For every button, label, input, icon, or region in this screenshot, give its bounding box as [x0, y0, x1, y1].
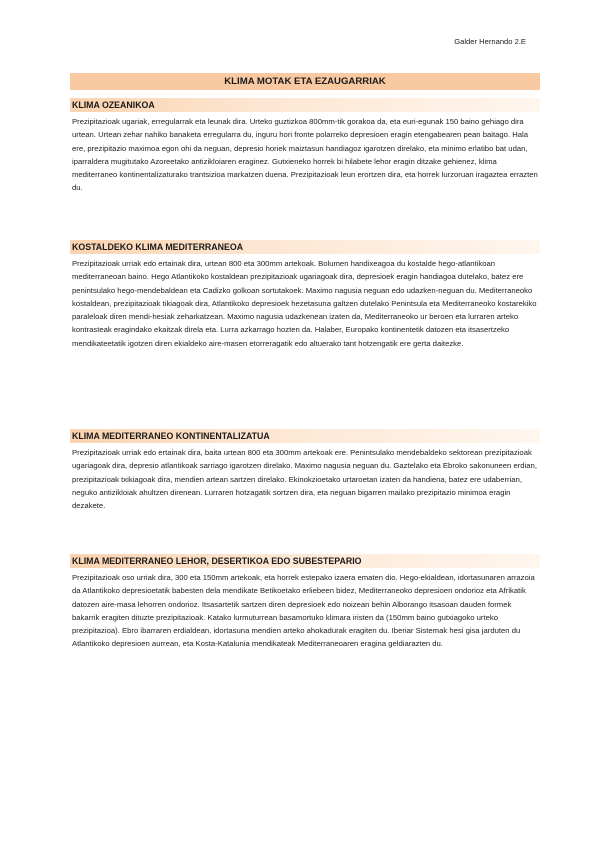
section-heading: KOSTALDEKO KLIMA MEDITERRANEOA: [70, 240, 540, 254]
section-klima-mediterraneo-lehor: [70, 554, 540, 651]
document-title: KLIMA MOTAK ETA EZAUGARRIAK: [70, 73, 540, 90]
section-klima-ozeanikoa: [70, 98, 540, 195]
section-paragraph: Prezipitazioak urriak edo ertainak dira, baita urtean 800 eta 300mm artekoak ere. Penintsulako mendebaldeko sektorean prezipitazioak ugariagoak dira, depresio atlantikoak sarriago igarotzen direlako. Maximo nagusia neguan du. Gaztelako eta Ebroko sakonuneen erdian, prezipitazioak txikiagoak dira, mendien artean sartzen direlako. Ekinokzioetako urtaroetan izaten da handiena, batez ere udaberrian, neguko antizikloiak ahultzen direnean. Lurraren hotzagatik sortzen dira, eta neguan bigarren mailako prezipitazio minimoa eragin dezakete.: [72, 448, 537, 511]
section-paragraph: Prezipitazioak oso urriak dira, 300 eta 150mm artekoak, eta horrek estepako izaera ematen dio. Hego-ekialdean, idortasunaren arrazoia da Atlantikoko depresioetatik babesten dela mendikate Betikoetako erliebeen bidez, Mediterraneoko depresioen ondorioz eta Afrikatik datozen aire-masa lehorren ondorioz. Itsasartetik sartzen diren depresioek edo noizean behin Alborango itsasoan dauden formek bakarrik eragiten dituzte prezipitazioak. Katako lurmuturrean basamortuko klimara iristen da (150mm baino gutxiagoko urteko prezipitazioa). Ebro ibarraren erdialdean, idortasuna mendien arteko ahokadurak eragiten du. Iberiar Sistemak hesi gisa jarduten du Atlantikoko depresioen aurrean, eta Kosta-Katalunia mendikateak Mediterraneoaren eragina geldiarazten du.: [72, 573, 535, 649]
author-header: Galder Hernando 2.E: [454, 37, 526, 46]
section-heading: KLIMA OZEANIKOA: [70, 98, 540, 112]
section-paragraph: Prezipitazioak urriak edo ertainak dira, urtean 800 eta 300mm artekoak. Bolumen handixeagoa du kostalde hego-atlantikoan mediterraneoan baino. Hego Atlantikoko kostaldean prezipitazioak ugariagoak dira, depresioek eragin handiagoa dutelako, batez ere penintsulako hego-mendebaldean eta Cadizko golkoan sortutakoek. Maximo nagusia neguan edo udazken-neguan du. Mediterraneoko kostaldean, prezipitazioak tikiagoak dira, Atlantikoko depresioek hezetasuna galtzen dutelako Penintsula eta Mediterraneoko kostarekiko paraleloak diren mendi-hesiak zeharkatzean. Maximo nagusia udazkenean izaten da, Mediterraneoko ur beroen eta lurraren arteko kontrasteak eragindako ekaitzak direla eta. Lurra azkarrago hozten da. Halaber, Europako kontinentetik datozen eta itsasertzeko mendikateetatik igotzen diren ekialdeko aire-masen etorreragatik edo altuerako tant hotzengatik ere gerta daitezke.: [72, 259, 537, 348]
section-heading: KLIMA MEDITERRANEO LEHOR, DESERTIKOA EDO SUBESTEPARIO: [70, 554, 540, 568]
section-heading: KLIMA MEDITERRANEO KONTINENTALIZATUA: [70, 429, 540, 443]
section-kostaldeko-klima-mediterraneoa: [70, 240, 540, 350]
section-klima-mediterraneo-kontinentalizatua: [70, 429, 540, 512]
section-paragraph: Prezipitazioak ugariak, erregularrak eta leunak dira. Urteko guztizkoa 800mm-tik gorakoa da, eta euri-egunak 150 baino gehiago dira urtean. Urtean zehar nahiko banaketa erregularra du, inguru hori fronte polarreko depresioen eragin etengabearen pean baitago. Hala ere, prezipitazio maximoa egon ohi da neguan, depresio horiek maiztasun handiagoz igarotzen direlako, eta minimo erlatibo bat udan, iparraldera mugitutako Azoreetako antizikloiaren eraginez. Gutxieneko horrek bi hilabete lehor eragin ditzake gehienez, klima mediterraneo kontinentalizaturako trantsizioa markatzen duena. Prezipitazioak leun erortzen dira, eta horrek lurzoruan iragaztea errazten du.: [72, 117, 538, 193]
